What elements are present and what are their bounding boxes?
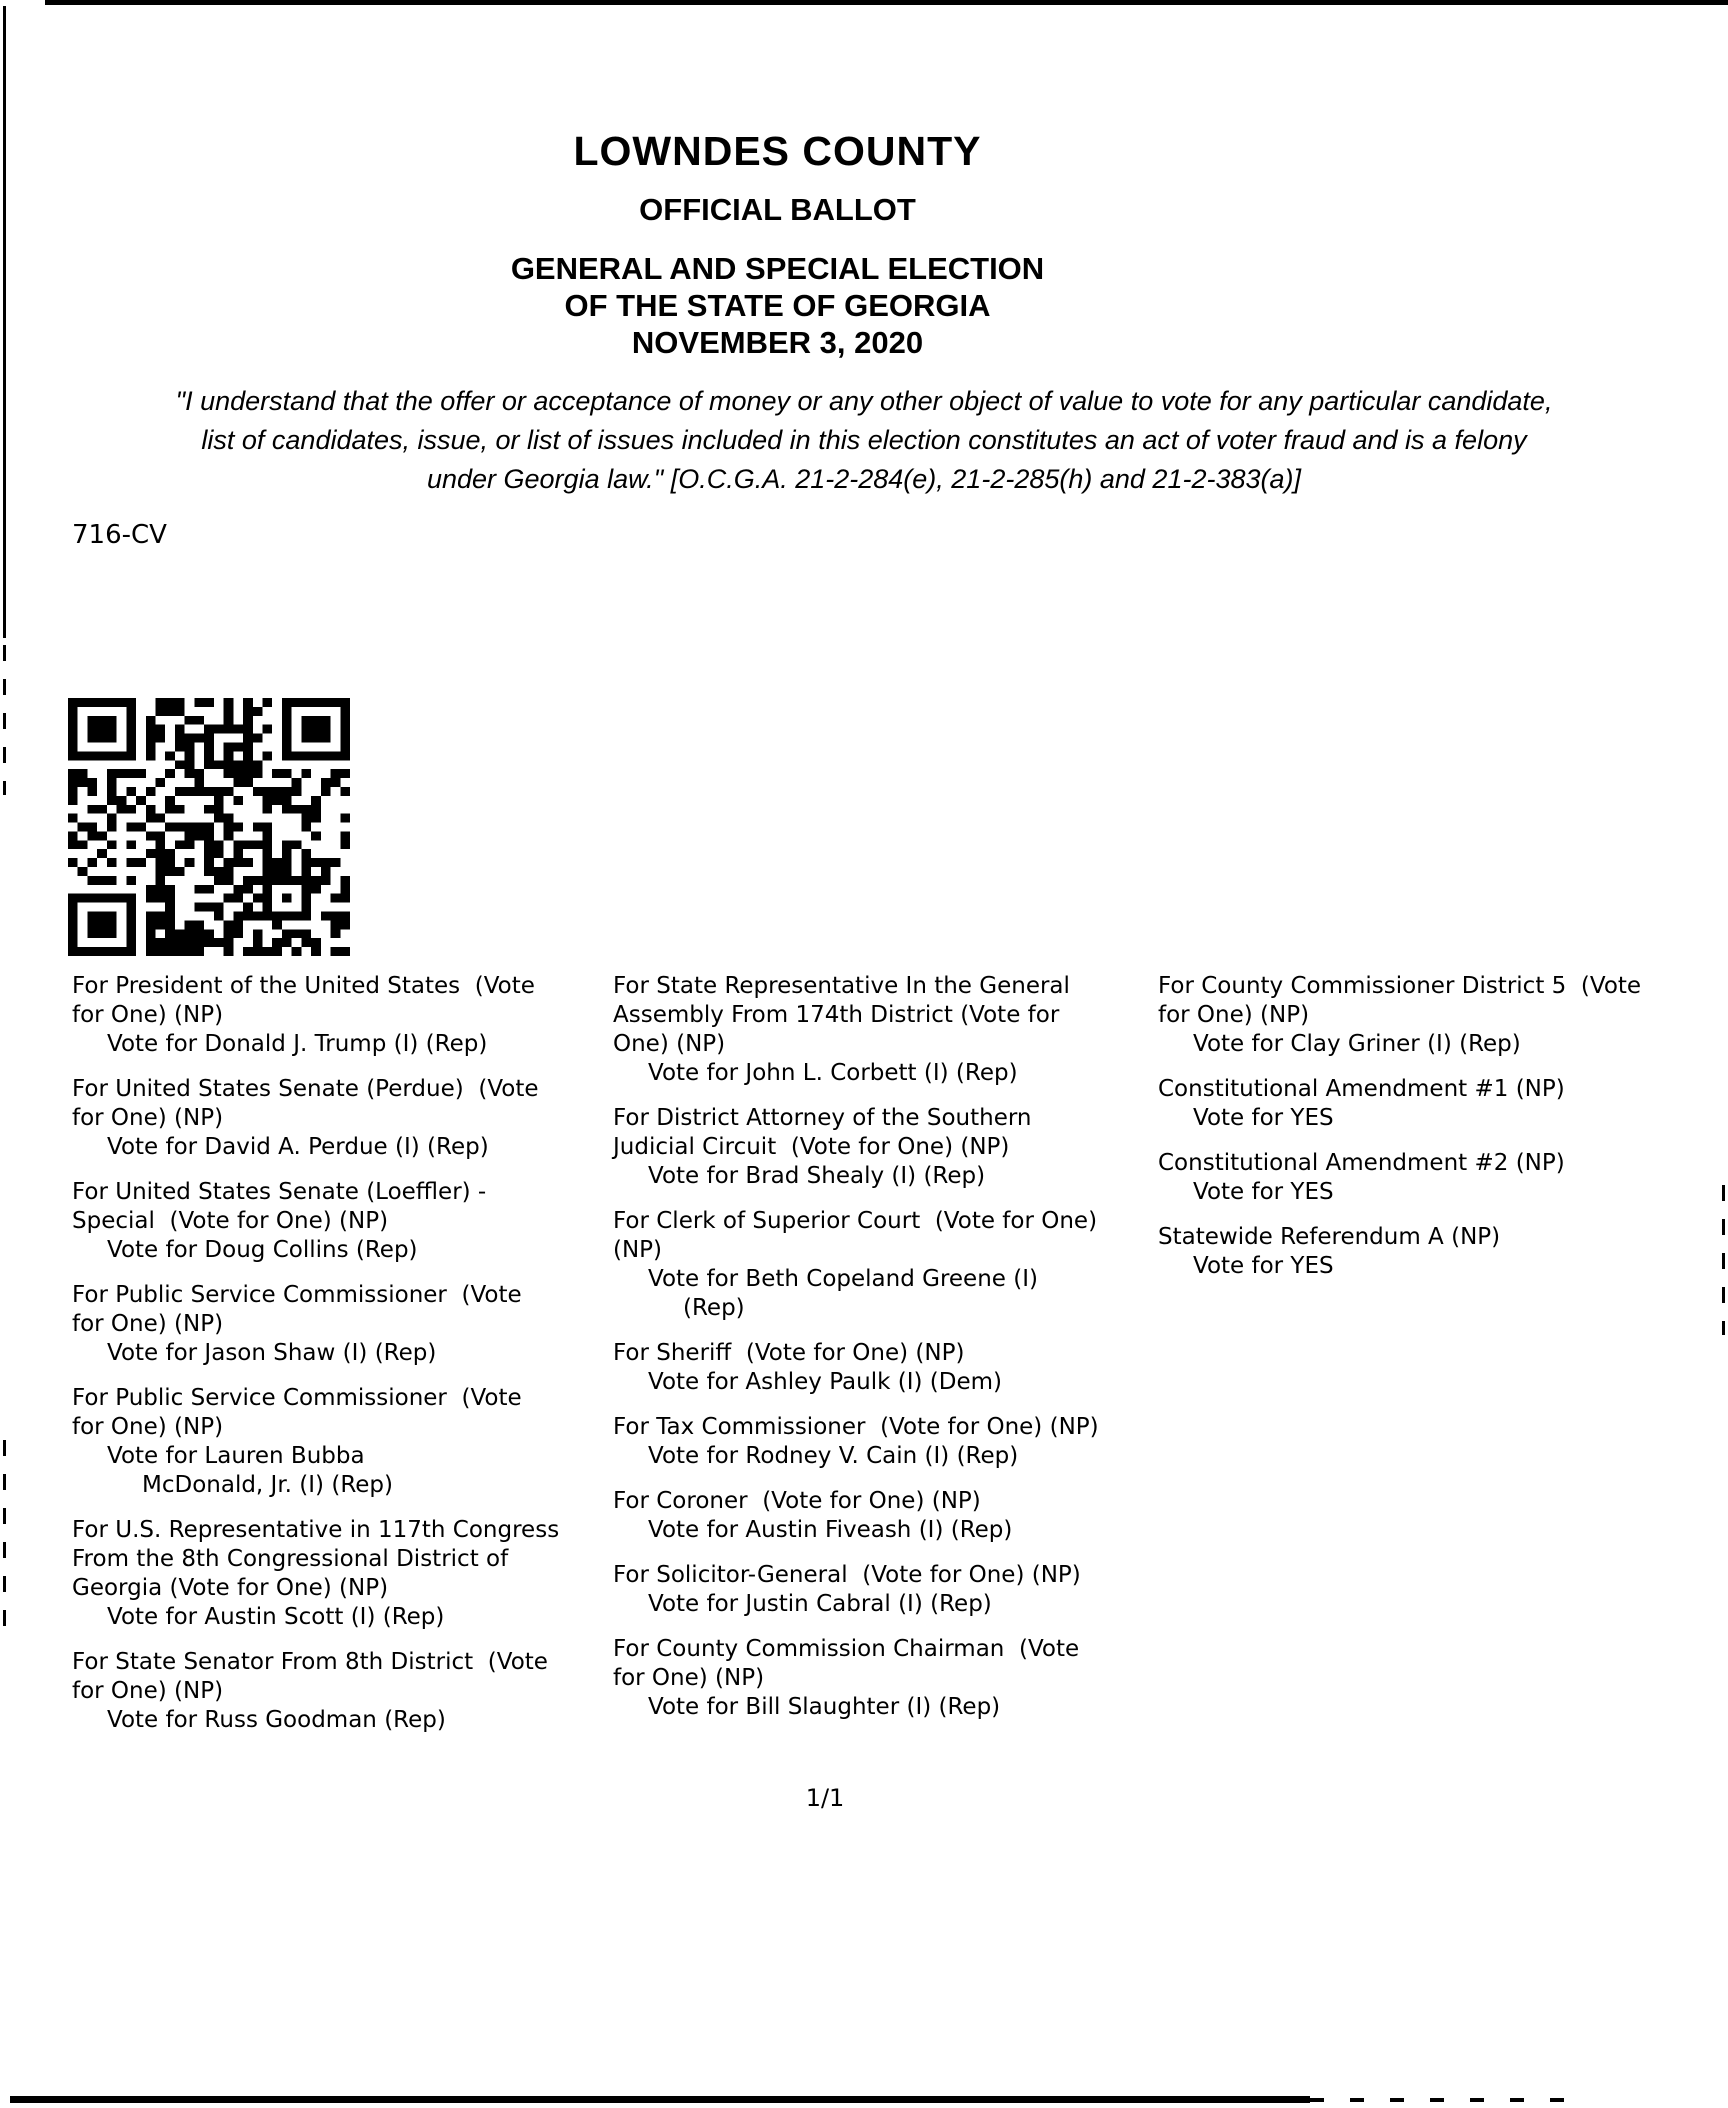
vote-for-line: Vote for Brad Shealy (I) (Rep) xyxy=(648,1163,986,1189)
contest-title-line: Assembly From 174th District (Vote for xyxy=(613,1002,1060,1028)
vote-for-line: McDonald, Jr. (I) (Rep) xyxy=(142,1472,393,1498)
contest-block xyxy=(613,1413,1148,1471)
vote-for-line: Vote for Ashley Paulk (I) (Dem) xyxy=(648,1369,1002,1395)
scan-artifact-left-dashes-1 xyxy=(3,645,6,795)
scan-artifact-top-line xyxy=(45,0,1728,5)
contest-title-line: (NP) xyxy=(613,1237,663,1263)
contest-title-line: For Sheriff (Vote for One) (NP) xyxy=(613,1340,965,1366)
scan-artifact-left-dashes-2 xyxy=(3,1440,6,1640)
contest-title-line: for One) (NP) xyxy=(72,1678,224,1704)
contest-block xyxy=(1158,1149,1728,1207)
vote-for-line: Vote for David A. Perdue (I) (Rep) xyxy=(107,1134,489,1160)
vote-for-line: (Rep) xyxy=(683,1295,745,1321)
contest-title-line: Statewide Referendum A (NP) xyxy=(1158,1224,1501,1250)
vote-for-line: Vote for YES xyxy=(1193,1105,1334,1131)
vote-for-line: Vote for John L. Corbett (I) (Rep) xyxy=(648,1060,1018,1086)
ballot-header xyxy=(0,128,1555,361)
disclaimer-line-3: under Georgia law." [O.C.G.A. 21-2-284(e), 21-2-285(h) and 21-2-383(a)] xyxy=(426,464,1302,494)
contest-title-line: For Public Service Commissioner (Vote xyxy=(72,1385,522,1411)
contest-title-line: For State Senator From 8th District (Vote xyxy=(72,1649,548,1675)
contest-title-line: For Public Service Commissioner (Vote xyxy=(72,1282,522,1308)
contest-title-line: Constitutional Amendment #2 (NP) xyxy=(1158,1150,1565,1176)
contest-title-line: One) (NP) xyxy=(613,1031,726,1057)
ballot-type-title: OFFICIAL BALLOT xyxy=(639,192,916,227)
vote-for-line: Vote for Rodney V. Cain (I) (Rep) xyxy=(648,1443,1019,1469)
contest-block xyxy=(613,1635,1148,1722)
scan-artifact-bottom-dashes xyxy=(1310,2098,1570,2102)
contest-block xyxy=(613,1561,1148,1619)
ballot-column-1 xyxy=(72,972,607,1751)
contest-title-line: For County Commission Chairman (Vote xyxy=(613,1636,1080,1662)
contest-block xyxy=(72,1384,607,1500)
contest-title-line: for One) (NP) xyxy=(1158,1002,1310,1028)
contest-block xyxy=(613,972,1148,1088)
contest-title-line: for One) (NP) xyxy=(72,1105,224,1131)
vote-for-line: Vote for Justin Cabral (I) (Rep) xyxy=(648,1591,992,1617)
contest-title-line: for One) (NP) xyxy=(613,1665,765,1691)
contest-block xyxy=(613,1339,1148,1397)
ballot-style-code: 716-CV xyxy=(72,520,167,550)
contest-title-line: For United States Senate (Perdue) (Vote xyxy=(72,1076,539,1102)
contest-title-line: For County Commissioner District 5 (Vote xyxy=(1158,973,1642,999)
page-number: 1/1 xyxy=(805,1784,845,1812)
vote-for-line: Vote for YES xyxy=(1193,1179,1334,1205)
contest-title-line: For U.S. Representative in 117th Congress xyxy=(72,1517,560,1543)
contest-title-line: Georgia (Vote for One) (NP) xyxy=(72,1575,389,1601)
vote-for-line: Vote for Austin Scott (I) (Rep) xyxy=(107,1604,445,1630)
contest-title-line: Special (Vote for One) (NP) xyxy=(72,1208,389,1234)
contest-block xyxy=(613,1487,1148,1545)
contest-block xyxy=(72,972,607,1059)
contest-title-line: Constitutional Amendment #1 (NP) xyxy=(1158,1076,1565,1102)
contest-block xyxy=(72,1516,607,1632)
contest-block xyxy=(72,1075,607,1162)
contest-block xyxy=(1158,1075,1728,1133)
vote-for-line: Vote for Bill Slaughter (I) (Rep) xyxy=(648,1694,1001,1720)
contest-title-line: For District Attorney of the Southern xyxy=(613,1105,1032,1131)
vote-for-line: Vote for Doug Collins (Rep) xyxy=(107,1237,418,1263)
contest-block xyxy=(72,1648,607,1735)
contest-title-line: For President of the United States (Vote xyxy=(72,973,535,999)
election-title-line2: OF THE STATE OF GEORGIA xyxy=(564,288,991,323)
contest-title-line: Judicial Circuit (Vote for One) (NP) xyxy=(613,1134,1010,1160)
contest-title-line: for One) (NP) xyxy=(72,1311,224,1337)
vote-for-line: Vote for Beth Copeland Greene (I) xyxy=(648,1266,1038,1292)
contest-title-line: For Solicitor-General (Vote for One) (NP) xyxy=(613,1562,1081,1588)
vote-for-line: Vote for Lauren Bubba xyxy=(107,1443,365,1469)
qr-code xyxy=(68,698,350,956)
contest-block xyxy=(72,1178,607,1265)
vote-for-line: Vote for Clay Griner (I) (Rep) xyxy=(1193,1031,1521,1057)
contest-title-line: For Clerk of Superior Court (Vote for One) xyxy=(613,1208,1098,1234)
election-date: NOVEMBER 3, 2020 xyxy=(631,325,924,360)
contest-block xyxy=(72,1281,607,1368)
vote-for-line: Vote for Jason Shaw (I) (Rep) xyxy=(107,1340,437,1366)
contest-title-line: For State Representative In the General xyxy=(613,973,1070,999)
vote-for-line: Vote for Donald J. Trump (I) (Rep) xyxy=(107,1031,488,1057)
disclaimer-line-2: list of candidates, issue, or list of issues included in this election constitutes an act of voter fraud and is a felony xyxy=(201,425,1527,455)
contest-title-line: For Coroner (Vote for One) (NP) xyxy=(613,1488,981,1514)
disclaimer-line-1: "I understand that the offer or acceptance of money or any other object of value to vote for any particular candidate, xyxy=(175,386,1553,416)
vote-for-line: Vote for Austin Fiveash (I) (Rep) xyxy=(648,1517,1013,1543)
scan-artifact-bottom-line xyxy=(10,2096,1310,2103)
election-title-line1: GENERAL AND SPECIAL ELECTION xyxy=(510,251,1045,286)
contest-title-line: for One) (NP) xyxy=(72,1414,224,1440)
contest-block xyxy=(1158,972,1728,1059)
contest-title-line: for One) (NP) xyxy=(72,1002,224,1028)
contest-title-line: For United States Senate (Loeffler) - xyxy=(72,1179,487,1205)
contest-title-line: For Tax Commissioner (Vote for One) (NP) xyxy=(613,1414,1099,1440)
vote-for-line: Vote for YES xyxy=(1193,1253,1334,1279)
contest-block xyxy=(1158,1223,1728,1281)
vote-for-line: Vote for Russ Goodman (Rep) xyxy=(107,1707,446,1733)
ballot-column-3 xyxy=(1158,972,1728,1297)
contest-block xyxy=(613,1207,1148,1323)
contest-title-line: From the 8th Congressional District of xyxy=(72,1546,509,1572)
county-title: LOWNDES COUNTY xyxy=(573,128,982,174)
ballot-column-2 xyxy=(613,972,1148,1738)
fraud-disclaimer xyxy=(34,382,1694,499)
contest-block xyxy=(613,1104,1148,1191)
